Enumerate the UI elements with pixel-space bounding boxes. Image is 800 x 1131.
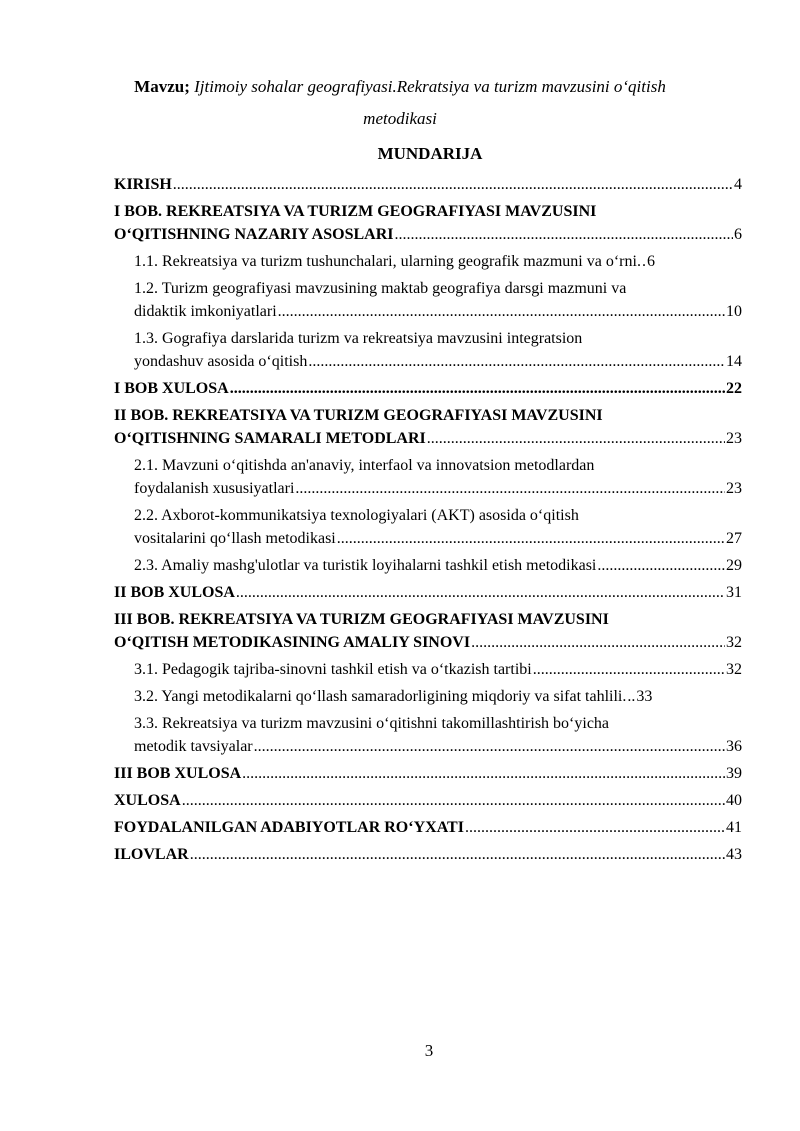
toc-entry-chapter-1-conclusion[interactable] — [114, 377, 742, 400]
toc-entry-title-line-1: 1.2. Turizm geografiyasi mavzusining maktab geografiya darsgi mazmuni va — [134, 280, 627, 297]
toc-entry-1-3[interactable] — [114, 327, 742, 373]
toc-entry-title-line-2: O‘QITISHNING NAZARIY ASOSLARI — [114, 226, 394, 243]
toc-entry-title: III BOB XULOSA — [114, 765, 242, 782]
toc-page-number: 33 — [636, 688, 653, 705]
leader-dots — [278, 300, 725, 323]
leader-dots — [182, 789, 725, 812]
topic-title-part-2: metodikasi — [363, 109, 437, 128]
toc-page-number: 4 — [734, 176, 742, 193]
toc-entry-title: 1.1. Rekreatsiya va turizm tushunchalari, ularning geografik mazmuni va o‘rni. — [134, 253, 641, 270]
toc-entry-1-1[interactable] — [114, 250, 742, 273]
toc-page-number: 32 — [726, 634, 742, 651]
toc-entry-chapter-3-conclusion[interactable] — [114, 762, 742, 785]
toc-page-number: 36 — [726, 738, 742, 755]
toc-entry-appendices[interactable] — [114, 843, 742, 866]
toc-entry-title-line-1: II BOB. REKREATSIYA VA TURIZM GEOGRAFIYASI MAVZUSINI — [114, 407, 603, 424]
toc-entry-title-line-2: O‘QITISH METODIKASINING AMALIY SINOVI — [114, 634, 471, 651]
leader-dots — [308, 350, 725, 373]
leader-dots — [597, 554, 725, 577]
toc-entry-title: I BOB XULOSA — [114, 380, 229, 397]
toc-entry-conclusion[interactable] — [114, 789, 742, 812]
toc-entry-2-1[interactable] — [114, 454, 742, 500]
toc-entry-chapter-3[interactable] — [114, 608, 742, 654]
toc-page-number: 43 — [726, 846, 742, 863]
leader-dots — [533, 658, 725, 681]
toc-entry-title-line-1: III BOB. REKREATSIYA VA TURIZM GEOGRAFIYASI MAVZUSINI — [114, 611, 609, 628]
topic-line-2 — [0, 109, 800, 129]
toc-page-number: 22 — [726, 380, 742, 397]
toc-entry-title-line-2: foydalanish xususiyatlari — [134, 480, 295, 497]
toc-entry-title: FOYDALANILGAN ADABIYOTLAR RO‘YXATI — [114, 819, 464, 836]
toc-entry-chapter-1[interactable] — [114, 200, 742, 246]
toc-page-number: 32 — [726, 661, 742, 678]
toc-page-number: 10 — [726, 303, 742, 320]
leader-dots — [230, 377, 725, 400]
leader-dots — [642, 250, 646, 273]
toc-entry-title-line-1: 1.3. Gografiya darslarida turizm va rekreatsiya mavzusini integratsion — [134, 330, 583, 347]
topic-line-1 — [0, 77, 800, 97]
toc-page-number: 6 — [646, 253, 655, 270]
leader-dots — [173, 173, 733, 196]
toc-entry-title-line-1: 3.3. Rekreatsiya va turizm mavzusini o‘qitishni takomillashtirish bo‘yicha — [134, 715, 610, 732]
toc-entry-title-line-1: I BOB. REKREATSIYA VA TURIZM GEOGRAFIYASI MAVZUSINI — [114, 203, 597, 220]
toc-page-number: 6 — [734, 226, 742, 243]
topic-title-part-1: Ijtimoiy sohalar geografiyasi.Rekratsiya va turizm mavzusini o‘qitish — [194, 77, 666, 96]
toc-entry-3-2[interactable] — [114, 685, 742, 708]
leader-dots — [254, 735, 725, 758]
toc-entry-title: XULOSA — [114, 792, 181, 809]
toc-page-number: 23 — [726, 430, 742, 447]
toc-entry-chapter-2-conclusion[interactable] — [114, 581, 742, 604]
toc-entry-title-line-2: yondashuv asosida o‘qitish — [134, 353, 308, 370]
table-of-contents — [114, 173, 742, 870]
toc-entry-title: ILOVLAR — [114, 846, 189, 863]
toc-entry-title-line-2: O‘QITISHNING SAMARALI METODLARI — [114, 430, 426, 447]
toc-heading: MUNDARIJA — [377, 144, 483, 163]
toc-page-number: 14 — [726, 353, 742, 370]
leader-dots — [427, 427, 725, 450]
toc-entry-chapter-2[interactable] — [114, 404, 742, 450]
toc-page-number: 40 — [726, 792, 742, 809]
toc-entry-2-3[interactable] — [114, 554, 742, 577]
leader-dots — [242, 762, 725, 785]
toc-entry-title: 3.2. Yangi metodikalarni qo‘llash samaradorligining miqdoriy va sifat tahlili. — [134, 688, 627, 705]
leader-dots — [295, 477, 725, 500]
leader-dots — [471, 631, 725, 654]
toc-entry-title-line-2: vositalarini qo‘llash metodikasi — [134, 530, 336, 547]
toc-entry-title: 3.1. Pedagogik tajriba-sinovni tashkil etish va o‘tkazish tartibi — [134, 661, 532, 678]
toc-entry-title: KIRISH — [114, 176, 172, 193]
leader-dots — [236, 581, 725, 604]
toc-entry-title: II BOB XULOSA — [114, 584, 235, 601]
toc-entry-2-2[interactable] — [114, 504, 742, 550]
toc-page-number: 31 — [726, 584, 742, 601]
toc-entry-title-line-1: 2.1. Mavzuni o‘qitishda an'anaviy, interfaol va innovatsion metodlardan — [134, 457, 595, 474]
leader-dots — [394, 223, 733, 246]
toc-entry-title: 2.3. Amaliy mashg'ulotlar va turistik loyihalarni tashkil etish metodikasi — [134, 557, 597, 574]
toc-page-number: 41 — [726, 819, 742, 836]
toc-page-number: 27 — [726, 530, 742, 547]
topic-label: Mavzu; — [134, 77, 190, 96]
page-number: 3 — [424, 1041, 434, 1060]
toc-entry-references[interactable] — [114, 816, 742, 839]
leader-dots — [465, 816, 725, 839]
toc-entry-title-line-1: 2.2. Axborot-kommunikatsiya texnologiyalari (AKT) asosida o‘qitish — [134, 507, 579, 524]
toc-page-number: 39 — [726, 765, 742, 782]
leader-dots — [190, 843, 725, 866]
toc-page-number: 23 — [726, 480, 742, 497]
toc-entry-title-line-2: metodik tavsiyalar — [134, 738, 253, 755]
toc-entry-3-1[interactable] — [114, 658, 742, 681]
toc-page-number: 29 — [726, 557, 742, 574]
toc-entry-1-2[interactable] — [114, 277, 742, 323]
toc-entry-kirish[interactable] — [114, 173, 742, 196]
leader-dots — [337, 527, 725, 550]
toc-entry-title-line-2: didaktik imkoniyatlari — [134, 303, 277, 320]
leader-dots — [627, 685, 635, 708]
toc-entry-3-3[interactable] — [114, 712, 742, 758]
